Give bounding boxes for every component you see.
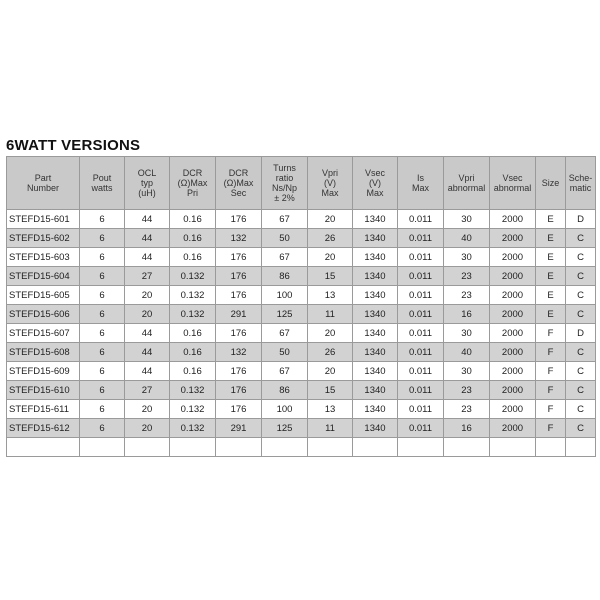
col-pout-cell: 6 [80, 324, 125, 343]
col-ocl-cell: 20 [125, 419, 170, 438]
col-schematic-header [566, 157, 596, 210]
col-schematic-cell: C [566, 305, 596, 324]
col-turns-ratio-cell: 67 [262, 362, 308, 381]
col-part-number-cell: STEFD15-610 [7, 381, 80, 400]
col-size-cell: F [536, 362, 566, 381]
col-size-header [536, 157, 566, 210]
col-is-max-cell: 0.011 [398, 400, 444, 419]
header-label: Sche- matic [568, 173, 593, 193]
col-size-cell: F [536, 400, 566, 419]
col-size-cell: F [536, 419, 566, 438]
col-pout-cell: 6 [80, 400, 125, 419]
col-schematic-cell: C [566, 267, 596, 286]
table-row [7, 210, 596, 229]
col-vpri-max-header [308, 157, 353, 210]
col-turns-ratio-cell: 125 [262, 305, 308, 324]
col-dcr-pri-cell: 0.132 [170, 400, 216, 419]
empty-cell [536, 438, 566, 457]
col-pout-cell: 6 [80, 210, 125, 229]
col-part-number-header [7, 157, 80, 210]
col-turns-ratio-cell: 50 [262, 229, 308, 248]
col-vpri-abnormal-cell: 40 [444, 229, 490, 248]
col-dcr-pri-cell: 0.132 [170, 286, 216, 305]
table-row [7, 286, 596, 305]
col-is-max-cell: 0.011 [398, 248, 444, 267]
col-schematic-cell: C [566, 381, 596, 400]
col-vpri-abnormal-cell: 30 [444, 210, 490, 229]
table-row [7, 324, 596, 343]
col-schematic-cell: C [566, 286, 596, 305]
col-vpri-max-cell: 20 [308, 362, 353, 381]
col-is-max-cell: 0.011 [398, 210, 444, 229]
col-size-cell: F [536, 324, 566, 343]
table-row [7, 381, 596, 400]
col-vsec-abnormal-cell: 2000 [490, 324, 536, 343]
col-dcr-pri-cell: 0.16 [170, 362, 216, 381]
header-label: Vsec (V) Max [364, 168, 385, 198]
col-vsec-max-cell: 1340 [353, 381, 398, 400]
col-vsec-max-cell: 1340 [353, 267, 398, 286]
col-turns-ratio-cell: 67 [262, 210, 308, 229]
col-ocl-cell: 44 [125, 324, 170, 343]
col-pout-cell: 6 [80, 286, 125, 305]
col-dcr-pri-cell: 0.16 [170, 343, 216, 362]
table-body [7, 210, 596, 457]
col-is-max-cell: 0.011 [398, 324, 444, 343]
col-vsec-abnormal-cell: 2000 [490, 400, 536, 419]
table-row [7, 419, 596, 438]
col-dcr-pri-header [170, 157, 216, 210]
col-vpri-max-cell: 26 [308, 343, 353, 362]
col-turns-ratio-cell: 67 [262, 324, 308, 343]
col-vpri-max-cell: 13 [308, 286, 353, 305]
col-dcr-sec-cell: 291 [216, 419, 262, 438]
col-vpri-abnormal-cell: 23 [444, 381, 490, 400]
col-part-number-cell: STEFD15-602 [7, 229, 80, 248]
col-ocl-cell: 44 [125, 210, 170, 229]
col-vpri-abnormal-cell: 23 [444, 267, 490, 286]
col-dcr-pri-cell: 0.132 [170, 305, 216, 324]
col-dcr-pri-cell: 0.16 [170, 248, 216, 267]
empty-cell [125, 438, 170, 457]
header-label: Part Number [26, 173, 59, 193]
col-vsec-max-cell: 1340 [353, 248, 398, 267]
col-pout-cell: 6 [80, 419, 125, 438]
col-vpri-max-cell: 20 [308, 210, 353, 229]
col-vpri-max-cell: 15 [308, 267, 353, 286]
col-vpri-abnormal-cell: 16 [444, 305, 490, 324]
col-size-cell: E [536, 248, 566, 267]
col-is-max-cell: 0.011 [398, 267, 444, 286]
col-vsec-max-cell: 1340 [353, 229, 398, 248]
col-turns-ratio-cell: 100 [262, 286, 308, 305]
header-label: Size [541, 178, 560, 188]
col-part-number-cell: STEFD15-607 [7, 324, 80, 343]
col-vsec-abnormal-cell: 2000 [490, 305, 536, 324]
col-size-cell: E [536, 267, 566, 286]
col-ocl-cell: 44 [125, 248, 170, 267]
col-vsec-abnormal-cell: 2000 [490, 362, 536, 381]
empty-cell [490, 438, 536, 457]
col-dcr-sec-cell: 176 [216, 362, 262, 381]
col-dcr-sec-cell: 176 [216, 381, 262, 400]
col-dcr-sec-cell: 176 [216, 267, 262, 286]
col-turns-ratio-header [262, 157, 308, 210]
col-vsec-max-header [353, 157, 398, 210]
col-size-cell: E [536, 210, 566, 229]
col-part-number-cell: STEFD15-604 [7, 267, 80, 286]
col-ocl-cell: 44 [125, 343, 170, 362]
table-row [7, 400, 596, 419]
col-is-max-cell: 0.011 [398, 419, 444, 438]
empty-cell [308, 438, 353, 457]
empty-cell [566, 438, 596, 457]
col-vpri-abnormal-cell: 30 [444, 324, 490, 343]
col-pout-cell: 6 [80, 381, 125, 400]
col-vsec-max-cell: 1340 [353, 305, 398, 324]
col-dcr-pri-cell: 0.16 [170, 324, 216, 343]
col-ocl-header [125, 157, 170, 210]
col-dcr-sec-cell: 176 [216, 324, 262, 343]
header-label: Pout watts [91, 173, 113, 193]
col-is-max-cell: 0.011 [398, 305, 444, 324]
empty-row [7, 438, 596, 457]
col-schematic-cell: C [566, 419, 596, 438]
table-row [7, 305, 596, 324]
col-dcr-sec-cell: 132 [216, 229, 262, 248]
col-vpri-max-cell: 11 [308, 305, 353, 324]
empty-cell [80, 438, 125, 457]
col-is-max-cell: 0.011 [398, 229, 444, 248]
empty-cell [398, 438, 444, 457]
col-dcr-sec-cell: 176 [216, 400, 262, 419]
col-part-number-cell: STEFD15-608 [7, 343, 80, 362]
header-label: Turns ratio Ns/Np ± 2% [271, 163, 297, 203]
col-dcr-sec-cell: 176 [216, 286, 262, 305]
col-part-number-cell: STEFD15-603 [7, 248, 80, 267]
col-dcr-pri-cell: 0.132 [170, 419, 216, 438]
col-vpri-max-cell: 20 [308, 248, 353, 267]
col-vpri-abnormal-cell: 40 [444, 343, 490, 362]
col-turns-ratio-cell: 50 [262, 343, 308, 362]
empty-cell [262, 438, 308, 457]
empty-cell [444, 438, 490, 457]
col-is-max-cell: 0.011 [398, 343, 444, 362]
col-size-cell: F [536, 343, 566, 362]
col-size-cell: E [536, 305, 566, 324]
col-vsec-abnormal-cell: 2000 [490, 286, 536, 305]
table-row [7, 248, 596, 267]
header-label: Vsec abnormal [493, 173, 532, 193]
col-vpri-max-cell: 13 [308, 400, 353, 419]
col-is-max-header [398, 157, 444, 210]
col-pout-cell: 6 [80, 362, 125, 381]
col-pout-cell: 6 [80, 343, 125, 362]
col-part-number-cell: STEFD15-601 [7, 210, 80, 229]
table-row [7, 267, 596, 286]
header-label: Vpri (V) Max [321, 168, 339, 198]
col-vsec-abnormal-cell: 2000 [490, 381, 536, 400]
col-turns-ratio-cell: 86 [262, 381, 308, 400]
col-vpri-abnormal-cell: 30 [444, 362, 490, 381]
col-vpri-max-cell: 11 [308, 419, 353, 438]
col-ocl-cell: 20 [125, 286, 170, 305]
col-pout-cell: 6 [80, 248, 125, 267]
col-dcr-sec-cell: 132 [216, 343, 262, 362]
col-dcr-pri-cell: 0.16 [170, 210, 216, 229]
header-label: Is Max [411, 173, 429, 193]
col-is-max-cell: 0.011 [398, 381, 444, 400]
col-schematic-cell: C [566, 248, 596, 267]
col-part-number-cell: STEFD15-605 [7, 286, 80, 305]
col-vsec-max-cell: 1340 [353, 286, 398, 305]
col-ocl-cell: 20 [125, 305, 170, 324]
col-ocl-cell: 27 [125, 381, 170, 400]
col-part-number-cell: STEFD15-612 [7, 419, 80, 438]
col-schematic-cell: D [566, 324, 596, 343]
col-schematic-cell: D [566, 210, 596, 229]
col-dcr-sec-header [216, 157, 262, 210]
page-title: 6WATT VERSIONS [6, 137, 141, 154]
col-pout-cell: 6 [80, 267, 125, 286]
col-vsec-max-cell: 1340 [353, 362, 398, 381]
col-vpri-abnormal-cell: 16 [444, 419, 490, 438]
col-vsec-abnormal-cell: 2000 [490, 419, 536, 438]
col-pout-cell: 6 [80, 229, 125, 248]
col-ocl-cell: 27 [125, 267, 170, 286]
col-dcr-sec-cell: 291 [216, 305, 262, 324]
header-label: DCR (Ω)Max Pri [177, 168, 208, 198]
col-size-cell: F [536, 381, 566, 400]
col-dcr-pri-cell: 0.132 [170, 267, 216, 286]
header-label: OCL typ (uH) [137, 168, 157, 198]
col-pout-cell: 6 [80, 305, 125, 324]
col-size-cell: E [536, 286, 566, 305]
col-part-number-cell: STEFD15-609 [7, 362, 80, 381]
col-turns-ratio-cell: 86 [262, 267, 308, 286]
col-vsec-max-cell: 1340 [353, 210, 398, 229]
col-dcr-pri-cell: 0.132 [170, 381, 216, 400]
col-ocl-cell: 44 [125, 229, 170, 248]
col-schematic-cell: C [566, 229, 596, 248]
col-size-cell: E [536, 229, 566, 248]
col-turns-ratio-cell: 67 [262, 248, 308, 267]
col-vsec-max-cell: 1340 [353, 343, 398, 362]
col-vpri-max-cell: 20 [308, 324, 353, 343]
table-row [7, 362, 596, 381]
col-vsec-abnormal-cell: 2000 [490, 210, 536, 229]
col-schematic-cell: C [566, 343, 596, 362]
header-label: DCR (Ω)Max Sec [223, 168, 254, 198]
table-row [7, 229, 596, 248]
col-vpri-abnormal-cell: 23 [444, 286, 490, 305]
col-vsec-abnormal-cell: 2000 [490, 248, 536, 267]
col-vsec-abnormal-cell: 2000 [490, 229, 536, 248]
col-vsec-abnormal-cell: 2000 [490, 343, 536, 362]
col-vpri-abnormal-cell: 30 [444, 248, 490, 267]
col-turns-ratio-cell: 125 [262, 419, 308, 438]
header-row [7, 157, 596, 210]
col-vpri-max-cell: 15 [308, 381, 353, 400]
header-label: Vpri abnormal [447, 173, 486, 193]
col-is-max-cell: 0.011 [398, 286, 444, 305]
col-vsec-max-cell: 1340 [353, 419, 398, 438]
col-vpri-abnormal-header [444, 157, 490, 210]
col-vsec-max-cell: 1340 [353, 400, 398, 419]
col-dcr-sec-cell: 176 [216, 248, 262, 267]
col-dcr-pri-cell: 0.16 [170, 229, 216, 248]
empty-cell [353, 438, 398, 457]
col-dcr-sec-cell: 176 [216, 210, 262, 229]
empty-cell [170, 438, 216, 457]
empty-cell [216, 438, 262, 457]
empty-cell [7, 438, 80, 457]
col-vsec-abnormal-header [490, 157, 536, 210]
col-ocl-cell: 20 [125, 400, 170, 419]
col-is-max-cell: 0.011 [398, 362, 444, 381]
col-ocl-cell: 44 [125, 362, 170, 381]
col-part-number-cell: STEFD15-611 [7, 400, 80, 419]
table-row [7, 343, 596, 362]
col-schematic-cell: C [566, 362, 596, 381]
col-turns-ratio-cell: 100 [262, 400, 308, 419]
col-part-number-cell: STEFD15-606 [7, 305, 80, 324]
col-vpri-abnormal-cell: 23 [444, 400, 490, 419]
col-pout-header [80, 157, 125, 210]
col-vpri-max-cell: 26 [308, 229, 353, 248]
col-vsec-max-cell: 1340 [353, 324, 398, 343]
col-schematic-cell: C [566, 400, 596, 419]
col-vsec-abnormal-cell: 2000 [490, 267, 536, 286]
spec-table [6, 156, 596, 457]
